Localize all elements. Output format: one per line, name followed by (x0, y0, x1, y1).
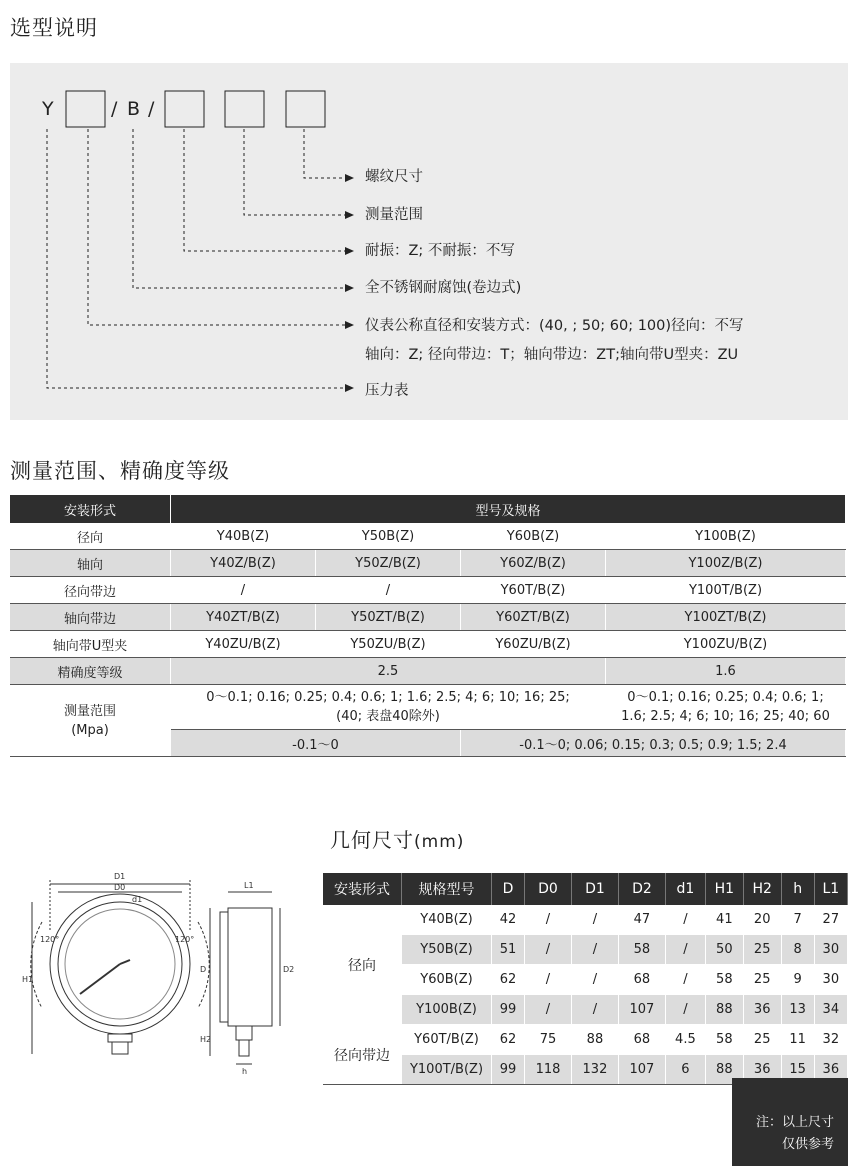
geometry-header-row (323, 873, 848, 905)
geo-cell: 25 (743, 965, 781, 995)
geo-cell: 132 (571, 1055, 618, 1085)
geo-row (323, 965, 848, 995)
geo-row (323, 1025, 848, 1055)
code-box-range (225, 91, 264, 127)
model-cell: Y40Z/B(Z) (171, 550, 316, 577)
geo-cell: 75 (525, 1025, 572, 1055)
geo-cell: 99 (492, 995, 525, 1025)
geo-cell: / (525, 995, 572, 1025)
model-cell: Y50Z/B(Z) (316, 550, 461, 577)
geo-cell: / (525, 935, 572, 965)
desc-mounting-codes: 轴向：Z; 径向带边：T；轴向带边：ZT;轴向带U型夹：ZU (365, 347, 739, 363)
geo-cell: 118 (525, 1055, 572, 1085)
model-cell: Y100Z/B(Z) (606, 550, 846, 577)
label-d1: d1 (132, 895, 143, 904)
measure-large-line2: 1.6; 2.5; 4; 6; 10; 16; 25; 40; 60 (621, 709, 830, 724)
geo-header-D1: D1 (571, 873, 618, 905)
note-line-1: 注：以上尺寸 (755, 1115, 834, 1130)
label-H1: H1 (22, 975, 34, 984)
geometry-title (330, 824, 464, 853)
geo-cell: / (525, 905, 572, 935)
label-angle-right: 120° (175, 935, 195, 944)
measure-small-cell (171, 685, 606, 730)
geo-cell: / (665, 935, 705, 965)
range-header-mounting: 安装形式 (10, 495, 171, 523)
code-slash-2: / (148, 98, 155, 120)
range-row-measure (10, 685, 846, 730)
geo-header-H1: H1 (705, 873, 743, 905)
geo-cell: 27 (814, 905, 847, 935)
geo-cell: 9 (781, 965, 814, 995)
geo-cell: 42 (492, 905, 525, 935)
desc-vibration: 耐振：Z; 不耐振：不写 (365, 243, 515, 259)
range-header-models: 型号及规格 (171, 495, 846, 523)
geo-cell: 41 (705, 905, 743, 935)
measure-unit: (Mpa) (71, 722, 109, 738)
accuracy-small: 2.5 (171, 658, 606, 685)
geo-cell: Y100B(Z) (402, 995, 492, 1025)
label-H2: H2 (200, 1035, 212, 1044)
geo-header-model: 规格型号 (402, 873, 492, 905)
geo-group-radial-flange: 径向带边 (323, 1025, 402, 1085)
geo-cell: 58 (618, 935, 665, 965)
gauge-dimension-drawing (10, 862, 315, 1082)
range-row-axial-flange (10, 604, 846, 631)
mounting-cell: 轴向带U型夹 (10, 631, 171, 658)
geo-cell: Y60T/B(Z) (402, 1025, 492, 1055)
code-box-diameter (66, 91, 105, 127)
leader-thread (304, 129, 345, 178)
model-cell: Y50ZT/B(Z) (316, 604, 461, 631)
geo-cell: Y40B(Z) (402, 905, 492, 935)
geo-cell: 20 (743, 905, 781, 935)
code-slash-1: / (111, 98, 118, 120)
accuracy-large: 1.6 (606, 658, 846, 685)
label-D0: D0 (114, 883, 126, 892)
model-cell: Y60T/B(Z) (461, 577, 606, 604)
geo-row (323, 905, 848, 935)
note-line-2: 仅供参考 (781, 1137, 834, 1152)
vacuum-large: -0.1～0; 0.06; 0.15; 0.3; 0.5; 0.9; 1.5; 2.4 (461, 730, 846, 757)
leader-diameter (88, 129, 345, 325)
label-angle-left: 120° (40, 935, 60, 944)
desc-pressure-gauge: 压力表 (365, 383, 409, 399)
geo-group-radial: 径向 (323, 905, 402, 1025)
measure-label: 测量范围 (63, 703, 116, 719)
geo-cell: 107 (618, 995, 665, 1025)
geo-header-D2: D2 (618, 873, 665, 905)
geo-cell: 7 (781, 905, 814, 935)
range-row-radial (10, 523, 846, 550)
model-cell: Y40B(Z) (171, 523, 316, 550)
code-box-vibration (165, 91, 204, 127)
range-row-accuracy (10, 658, 846, 685)
leader-stainless (133, 129, 345, 288)
geo-cell: Y60B(Z) (402, 965, 492, 995)
geo-cell: / (571, 965, 618, 995)
geo-cell: 88 (705, 995, 743, 1025)
measure-large-cell (606, 685, 846, 730)
leader-gauge (47, 129, 345, 388)
measure-large-line1: 0～0.1; 0.16; 0.25; 0.4; 0.6; 1; (627, 690, 824, 705)
range-title: 测量范围、精确度等级 (10, 459, 230, 483)
geo-header-mounting: 安装形式 (323, 873, 402, 905)
geo-cell: 36 (743, 1055, 781, 1085)
geo-cell: / (571, 905, 618, 935)
geo-cell: 30 (814, 965, 847, 995)
desc-stainless: 全不锈钢耐腐蚀(卷边式) (365, 280, 522, 296)
geo-cell: 13 (781, 995, 814, 1025)
geo-cell: / (665, 995, 705, 1025)
geometry-title-text: 几何尺寸 (330, 828, 414, 852)
geo-cell: 25 (743, 1025, 781, 1055)
code-box-thread (286, 91, 325, 127)
geo-cell: / (571, 995, 618, 1025)
leader-range (244, 129, 345, 215)
geo-cell: 68 (618, 1025, 665, 1055)
label-D: D (200, 965, 207, 974)
geo-cell: 62 (492, 1025, 525, 1055)
geo-cell: / (665, 905, 705, 935)
geo-cell: 32 (814, 1025, 847, 1055)
geo-cell: / (525, 965, 572, 995)
gauge-needle (80, 964, 120, 994)
geo-cell: 107 (618, 1055, 665, 1085)
geo-cell: 99 (492, 1055, 525, 1085)
mounting-cell: 径向 (10, 523, 171, 550)
geo-cell: 62 (492, 965, 525, 995)
range-row-u-clamp (10, 631, 846, 658)
model-cell: Y100B(Z) (606, 523, 846, 550)
geo-header-d1: d1 (665, 873, 705, 905)
geo-cell: 36 (814, 1055, 847, 1085)
selection-title: 选型说明 (10, 16, 98, 40)
desc-thread-size: 螺纹尺寸 (365, 169, 423, 185)
label-D1: D1 (114, 872, 126, 881)
geo-cell: 30 (814, 935, 847, 965)
measure-small-line2: (40; 表盘40除外) (336, 709, 440, 724)
code-letter-b: B (127, 98, 141, 120)
geo-cell: 50 (705, 935, 743, 965)
model-cell: Y100ZU/B(Z) (606, 631, 846, 658)
model-cell: Y60B(Z) (461, 523, 606, 550)
geo-cell: 68 (618, 965, 665, 995)
model-cell: Y60Z/B(Z) (461, 550, 606, 577)
measure-label-cell (10, 685, 171, 757)
geo-row (323, 935, 848, 965)
geo-header-D0: D0 (525, 873, 572, 905)
model-cell: Y60ZU/B(Z) (461, 631, 606, 658)
label-L1: L1 (244, 881, 254, 890)
range-header-row (10, 495, 846, 523)
geo-cell: 58 (705, 965, 743, 995)
geo-cell: 25 (743, 935, 781, 965)
geo-row (323, 995, 848, 1025)
geo-cell: 58 (705, 1025, 743, 1055)
geo-cell: 34 (814, 995, 847, 1025)
label-h: h (242, 1067, 248, 1076)
model-cell: / (171, 577, 316, 604)
note-box (732, 1078, 848, 1166)
geo-cell: 11 (781, 1025, 814, 1055)
geo-cell: / (571, 935, 618, 965)
geometry-unit: (mm) (414, 832, 465, 852)
leader-vibration (184, 129, 345, 251)
model-cell: Y50B(Z) (316, 523, 461, 550)
geo-cell: / (665, 965, 705, 995)
model-cell: Y100T/B(Z) (606, 577, 846, 604)
geo-cell: Y100T/B(Z) (402, 1055, 492, 1085)
geo-header-h: h (781, 873, 814, 905)
note-text (756, 1112, 834, 1156)
desc-measure-range: 测量范围 (365, 207, 423, 223)
range-row-radial-flange (10, 577, 846, 604)
code-letter-y: Y (42, 98, 54, 120)
geo-header-D: D (492, 873, 525, 905)
measure-small-line1: 0～0.1; 0.16; 0.25; 0.4; 0.6; 1; 1.6; 2.5; 4; 6; 10; 16; 25; (206, 690, 570, 705)
model-cell: / (316, 577, 461, 604)
model-cell: Y40ZU/B(Z) (171, 631, 316, 658)
range-table (10, 495, 846, 757)
geo-cell: 47 (618, 905, 665, 935)
mounting-cell: 轴向带边 (10, 604, 171, 631)
geo-cell: 8 (781, 935, 814, 965)
mounting-cell: 轴向 (10, 550, 171, 577)
geo-cell: 4.5 (665, 1025, 705, 1055)
desc-diameter-mounting: 仪表公称直径和安装方式：(40, ; 50; 60; 100)径向：不写 (365, 318, 744, 334)
geo-cell: Y50B(Z) (402, 935, 492, 965)
model-cell: Y40ZT/B(Z) (171, 604, 316, 631)
geo-cell: 51 (492, 935, 525, 965)
selection-connectors (10, 63, 848, 420)
range-row-axial (10, 550, 846, 577)
geo-header-H2: H2 (743, 873, 781, 905)
mounting-cell: 径向带边 (10, 577, 171, 604)
model-cell: Y100ZT/B(Z) (606, 604, 846, 631)
geo-cell: 6 (665, 1055, 705, 1085)
geo-header-L1: L1 (814, 873, 847, 905)
geo-cell: 88 (571, 1025, 618, 1055)
geo-cell: 36 (743, 995, 781, 1025)
label-D2: D2 (283, 965, 295, 974)
model-cell: Y50ZU/B(Z) (316, 631, 461, 658)
geo-cell: 88 (705, 1055, 743, 1085)
model-cell: Y60ZT/B(Z) (461, 604, 606, 631)
vacuum-small: -0.1～0 (171, 730, 461, 757)
geo-cell: 15 (781, 1055, 814, 1085)
geometry-table (323, 873, 848, 1085)
accuracy-label: 精确度等级 (10, 658, 171, 685)
